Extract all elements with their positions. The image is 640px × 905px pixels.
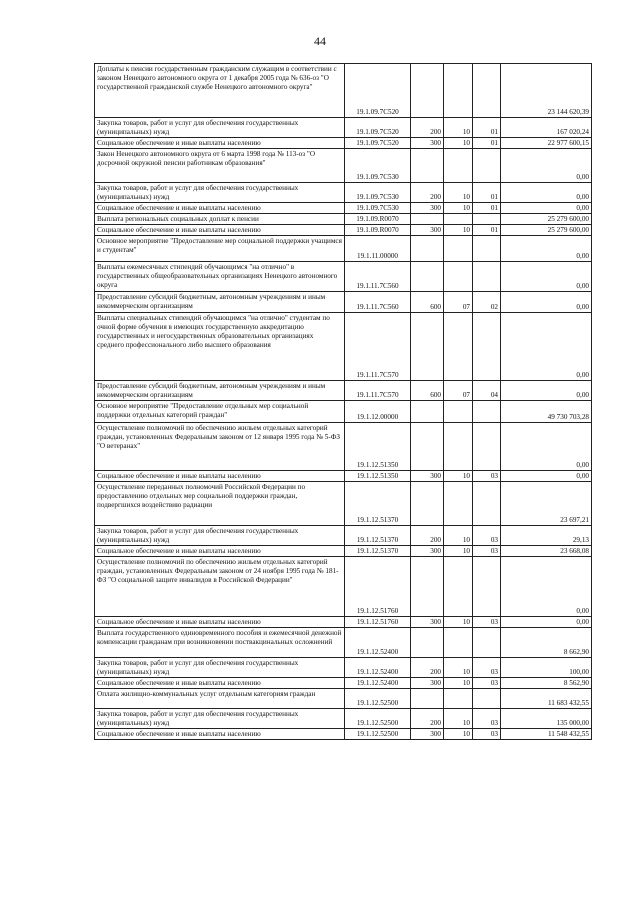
table-row (95, 381, 592, 401)
row-vr-cell (411, 557, 444, 617)
page-number: 44 (314, 34, 326, 48)
row-amount-cell: 25 279 600,00 (501, 214, 592, 225)
row-pr-cell (473, 482, 501, 526)
row-amount-cell: 0,00 (501, 262, 592, 292)
row-name-cell: Закупка товаров, работ и услуг для обеспечения государственных (муниципальных) нужд (95, 526, 345, 546)
row-name-cell: Основное мероприятие "Предоставление мер социальной поддержки учащимся и студентам" (95, 236, 345, 262)
row-pr-cell (473, 557, 501, 617)
table-row (95, 313, 592, 381)
row-amount-cell: 0,00 (501, 381, 592, 401)
row-vr-cell: 300 (411, 203, 444, 214)
row-vr-cell: 600 (411, 381, 444, 401)
row-vr-cell: 200 (411, 118, 444, 138)
row-name-cell: Социальное обеспечение и иные выплаты населению (95, 471, 345, 482)
table-row (95, 138, 592, 149)
row-amount-cell: 11 548 432,55 (501, 729, 592, 740)
row-rz-cell: 10 (444, 678, 473, 689)
row-rz-cell (444, 689, 473, 709)
row-code-cell: 19.1.09.7C530 (345, 203, 411, 214)
row-rz-cell: 10 (444, 546, 473, 557)
row-amount-cell: 0,00 (501, 313, 592, 381)
table-row (95, 617, 592, 628)
row-vr-cell (411, 482, 444, 526)
row-code-cell: 19.1.12.52500 (345, 689, 411, 709)
row-vr-cell: 300 (411, 678, 444, 689)
row-amount-cell: 8 562,90 (501, 678, 592, 689)
row-rz-cell: 10 (444, 709, 473, 729)
row-pr-cell: 04 (473, 381, 501, 401)
row-amount-cell: 100,00 (501, 658, 592, 678)
row-name-cell: Основное мероприятие "Предоставление отдельных мер социальной поддержки отдельных категорий граждан" (95, 401, 345, 423)
row-vr-cell: 200 (411, 709, 444, 729)
row-name-cell: Осуществление полномочий по обеспечению жильем отдельных категорий граждан, установленных Федеральным законом от 24 ноября 1995 года № 181-ФЗ "О социальной защите инвалидов в Российской Федерации" (95, 557, 345, 617)
row-pr-cell (473, 689, 501, 709)
row-name-cell: Осуществление полномочий по обеспечению жильем отдельных категорий граждан, установленных Федеральным законом от 12 января 1995 года № 5-ФЗ "О ветеранах" (95, 423, 345, 471)
row-rz-cell: 10 (444, 471, 473, 482)
row-rz-cell (444, 262, 473, 292)
row-pr-cell (473, 423, 501, 471)
row-code-cell: 19.1.11.7C570 (345, 381, 411, 401)
row-rz-cell: 10 (444, 658, 473, 678)
row-name-cell: Выплаты ежемесячных стипендий обучающимся "на отлично" в государственных общеобразовательных организациях Ненецкого автономного округа (95, 262, 345, 292)
row-pr-cell: 01 (473, 225, 501, 236)
row-rz-cell (444, 214, 473, 225)
table-row (95, 292, 592, 313)
table-row (95, 546, 592, 557)
row-pr-cell: 03 (473, 729, 501, 740)
row-vr-cell (411, 689, 444, 709)
row-pr-cell: 03 (473, 546, 501, 557)
row-code-cell: 19.1.12.52400 (345, 628, 411, 658)
row-vr-cell: 200 (411, 183, 444, 203)
table-row (95, 557, 592, 617)
row-vr-cell: 200 (411, 658, 444, 678)
row-rz-cell: 10 (444, 118, 473, 138)
row-rz-cell: 07 (444, 292, 473, 313)
row-vr-cell: 300 (411, 546, 444, 557)
row-rz-cell: 10 (444, 729, 473, 740)
row-amount-cell: 0,00 (501, 617, 592, 628)
row-pr-cell: 03 (473, 709, 501, 729)
row-pr-cell: 03 (473, 617, 501, 628)
row-code-cell: 19.1.09.R0070 (345, 214, 411, 225)
row-code-cell: 19.1.12.51370 (345, 526, 411, 546)
table-row (95, 401, 592, 423)
table-row (95, 262, 592, 292)
row-vr-cell (411, 214, 444, 225)
row-pr-cell: 03 (473, 471, 501, 482)
row-code-cell: 19.1.12.52400 (345, 658, 411, 678)
table-row (95, 118, 592, 138)
table-row (95, 471, 592, 482)
row-vr-cell: 300 (411, 729, 444, 740)
row-vr-cell: 300 (411, 138, 444, 149)
table-row (95, 183, 592, 203)
row-vr-cell (411, 423, 444, 471)
row-rz-cell: 07 (444, 381, 473, 401)
row-rz-cell (444, 401, 473, 423)
row-pr-cell: 01 (473, 203, 501, 214)
row-amount-cell: 23 144 620,39 (501, 64, 592, 118)
row-code-cell: 19.1.11.7C560 (345, 262, 411, 292)
row-code-cell: 19.1.12.52500 (345, 729, 411, 740)
row-code-cell: 19.1.12.52500 (345, 709, 411, 729)
row-name-cell: Социальное обеспечение и иные выплаты населению (95, 203, 345, 214)
row-pr-cell: 03 (473, 658, 501, 678)
table-row (95, 709, 592, 729)
row-vr-cell: 600 (411, 292, 444, 313)
row-rz-cell (444, 236, 473, 262)
row-code-cell: 19.1.12.51760 (345, 557, 411, 617)
row-code-cell: 19.1.09.7C520 (345, 138, 411, 149)
table-row (95, 236, 592, 262)
table-row (95, 214, 592, 225)
budget-table (94, 63, 592, 740)
table-row (95, 689, 592, 709)
table-row (95, 423, 592, 471)
row-amount-cell: 0,00 (501, 203, 592, 214)
row-amount-cell: 0,00 (501, 292, 592, 313)
row-name-cell: Социальное обеспечение и иные выплаты населению (95, 225, 345, 236)
row-pr-cell: 02 (473, 292, 501, 313)
row-pr-cell (473, 628, 501, 658)
row-rz-cell (444, 628, 473, 658)
row-name-cell: Предоставление субсидий бюджетным, автономным учреждениям и иным некоммерческим организациям (95, 292, 345, 313)
table-row (95, 64, 592, 118)
row-rz-cell: 10 (444, 617, 473, 628)
row-pr-cell: 01 (473, 138, 501, 149)
table-row (95, 482, 592, 526)
table-row (95, 628, 592, 658)
row-amount-cell: 23 697,21 (501, 482, 592, 526)
row-code-cell: 19.1.09.7C520 (345, 118, 411, 138)
row-amount-cell: 49 730 703,28 (501, 401, 592, 423)
row-name-cell: Закупка товаров, работ и услуг для обеспечения государственных (муниципальных) нужд (95, 709, 345, 729)
table-row (95, 526, 592, 546)
row-pr-cell: 01 (473, 183, 501, 203)
row-rz-cell (444, 482, 473, 526)
row-pr-cell: 03 (473, 678, 501, 689)
row-name-cell: Закупка товаров, работ и услуг для обеспечения государственных (муниципальных) нужд (95, 658, 345, 678)
row-vr-cell (411, 236, 444, 262)
row-vr-cell (411, 628, 444, 658)
row-rz-cell: 10 (444, 183, 473, 203)
row-amount-cell: 8 662,90 (501, 628, 592, 658)
row-code-cell: 19.1.11.7C560 (345, 292, 411, 313)
row-pr-cell (473, 214, 501, 225)
row-rz-cell (444, 557, 473, 617)
row-rz-cell: 10 (444, 138, 473, 149)
row-pr-cell (473, 64, 501, 118)
table-row (95, 658, 592, 678)
row-name-cell: Выплаты специальных стипендий обучающимся "на отлично" студентам по очной форме обучения в имеющих государственную аккредитацию государственных и негосударственных образовательных организациях среднего профессионального либо высшего образования (95, 313, 345, 381)
row-amount-cell: 0,00 (501, 149, 592, 183)
row-name-cell: Социальное обеспечение и иные выплаты населению (95, 729, 345, 740)
row-rz-cell: 10 (444, 526, 473, 546)
row-code-cell: 19.1.12.51350 (345, 471, 411, 482)
row-vr-cell: 300 (411, 225, 444, 236)
row-name-cell: Социальное обеспечение и иные выплаты населению (95, 617, 345, 628)
table-row (95, 225, 592, 236)
row-rz-cell: 10 (444, 225, 473, 236)
row-name-cell: Осуществление переданных полномочий Российской Федерации по предоставлению отдельных мер социальной поддержки граждан, подвергшихся воздействию радиации (95, 482, 345, 526)
row-rz-cell (444, 149, 473, 183)
row-amount-cell: 0,00 (501, 236, 592, 262)
row-name-cell: Социальное обеспечение и иные выплаты населению (95, 678, 345, 689)
row-amount-cell: 25 279 600,00 (501, 225, 592, 236)
row-vr-cell: 300 (411, 471, 444, 482)
row-name-cell: Выплата государственного единовременного пособия и ежемесячной денежной компенсации гражданам при возникновении поствакцинальных осложнений (95, 628, 345, 658)
row-amount-cell: 29,13 (501, 526, 592, 546)
row-amount-cell: 0,00 (501, 557, 592, 617)
row-vr-cell: 200 (411, 526, 444, 546)
row-vr-cell (411, 262, 444, 292)
row-rz-cell: 10 (444, 203, 473, 214)
row-amount-cell: 0,00 (501, 471, 592, 482)
table-row (95, 729, 592, 740)
row-name-cell: Оплата жилищно-коммунальных услуг отдельным категориям граждан (95, 689, 345, 709)
row-code-cell: 19.1.12.51370 (345, 546, 411, 557)
row-code-cell: 19.1.09.R0070 (345, 225, 411, 236)
row-vr-cell (411, 64, 444, 118)
row-name-cell: Закупка товаров, работ и услуг для обеспечения государственных (муниципальных) нужд (95, 183, 345, 203)
row-amount-cell: 23 668,08 (501, 546, 592, 557)
row-code-cell: 19.1.11.7C570 (345, 313, 411, 381)
row-name-cell: Выплата региональных социальных доплат к пенсии (95, 214, 345, 225)
row-pr-cell: 01 (473, 118, 501, 138)
row-code-cell: 19.1.12.52400 (345, 678, 411, 689)
row-name-cell: Социальное обеспечение и иные выплаты населению (95, 546, 345, 557)
row-code-cell: 19.1.11.00000 (345, 236, 411, 262)
row-amount-cell: 11 683 432,55 (501, 689, 592, 709)
row-code-cell: 19.1.09.7C530 (345, 183, 411, 203)
row-name-cell: Предоставление субсидий бюджетным, автономным учреждениям и иным некоммерческим организациям (95, 381, 345, 401)
row-rz-cell (444, 64, 473, 118)
table-row (95, 678, 592, 689)
row-code-cell: 19.1.12.51370 (345, 482, 411, 526)
row-pr-cell (473, 313, 501, 381)
row-code-cell: 19.1.09.7C530 (345, 149, 411, 183)
row-amount-cell: 0,00 (501, 423, 592, 471)
row-amount-cell: 167 020,24 (501, 118, 592, 138)
row-name-cell: Закупка товаров, работ и услуг для обеспечения государственных (муниципальных) нужд (95, 118, 345, 138)
row-code-cell: 19.1.09.7C520 (345, 64, 411, 118)
row-amount-cell: 0,00 (501, 183, 592, 203)
table-row (95, 203, 592, 214)
row-amount-cell: 135 000,00 (501, 709, 592, 729)
row-code-cell: 19.1.12.51350 (345, 423, 411, 471)
row-pr-cell (473, 236, 501, 262)
row-vr-cell: 300 (411, 617, 444, 628)
row-name-cell: Социальное обеспечение и иные выплаты населению (95, 138, 345, 149)
row-pr-cell (473, 262, 501, 292)
row-pr-cell (473, 401, 501, 423)
row-rz-cell (444, 423, 473, 471)
row-vr-cell (411, 401, 444, 423)
row-rz-cell (444, 313, 473, 381)
row-name-cell: Доплаты к пенсии государственным гражданским служащим в соответствии с законом Ненецкого автономного округа от 1 декабря 2005 года № 636-оз "О государственной гражданской службе Ненецкого автономного округа" (95, 64, 345, 118)
row-vr-cell (411, 149, 444, 183)
row-code-cell: 19.1.12.51760 (345, 617, 411, 628)
row-vr-cell (411, 313, 444, 381)
row-pr-cell: 03 (473, 526, 501, 546)
row-amount-cell: 22 977 600,15 (501, 138, 592, 149)
row-code-cell: 19.1.12.00000 (345, 401, 411, 423)
table-row (95, 149, 592, 183)
row-pr-cell (473, 149, 501, 183)
row-name-cell: Закон Ненецкого автономного округа от 6 марта 1998 года № 113-оз "О досрочной окружной пенсии работникам образования" (95, 149, 345, 183)
